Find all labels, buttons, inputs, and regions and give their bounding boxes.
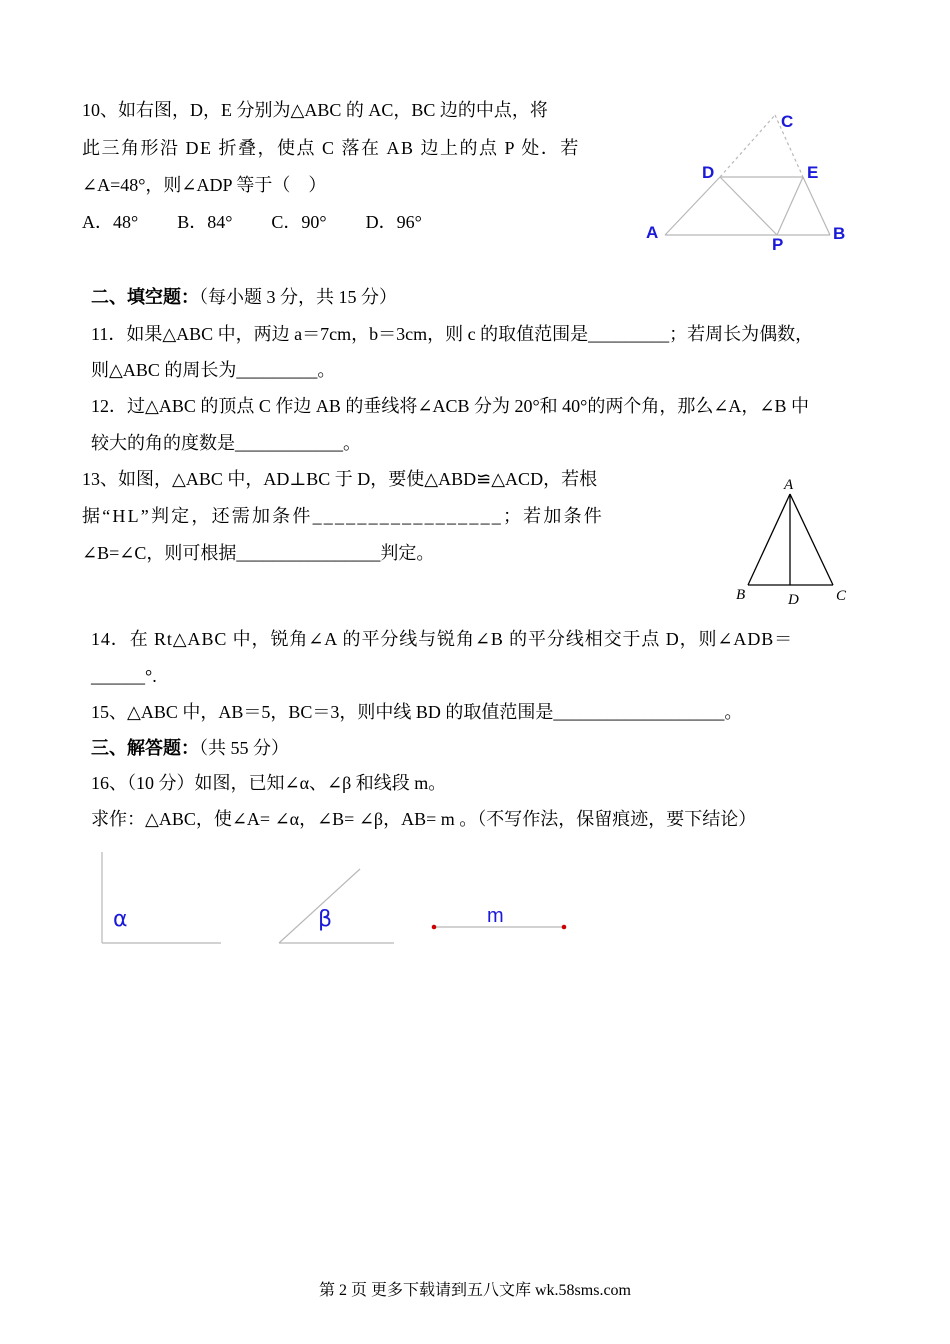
beta-label: β	[318, 907, 333, 932]
label-a: A	[646, 223, 659, 242]
q12-line-2: 较大的角的度数是____________。	[91, 433, 361, 453]
segment-ab	[748, 494, 790, 585]
section-2-heading	[91, 285, 397, 309]
segment-m-endpoint-left	[432, 925, 437, 930]
label-p: P	[772, 235, 784, 254]
segment-dp	[720, 177, 777, 235]
q10-option-b: B．84°	[177, 212, 233, 232]
q16-angle-alpha-figure	[95, 848, 230, 948]
label-a: A	[784, 477, 794, 493]
label-b: B	[736, 587, 746, 603]
segment-ac	[790, 494, 833, 585]
q13-line-3: ∠B=∠C，则可根据________________判定。	[82, 543, 435, 563]
segment-ad	[665, 177, 720, 235]
segment-ep	[777, 177, 803, 235]
q16-line-2: 求作：△ABC，使∠A= ∠α，∠B= ∠β，AB= m 。（不写作法，保留痕迹，要下结论）	[91, 809, 757, 829]
q10-option-a: A．48°	[82, 212, 139, 232]
q16-segment-m-figure	[425, 898, 575, 938]
section-3-note: （共 55 分）	[199, 738, 289, 758]
section-2-note: （每小题 3 分，共 15 分）	[199, 287, 397, 307]
label-b: B	[833, 224, 846, 243]
q10-line-2: 此三角形沿 DE 折叠，使点 C 落在 AB 边上的点 P 处．若	[82, 138, 580, 158]
page-footer: 第 2 页 更多下载请到五八文库 wk.58sms.com	[318, 1282, 631, 1299]
q10-text-1: 10、如右图，D，E 分别为△ABC 的 AC，BC 边的中点，将	[82, 100, 548, 120]
q11-line-1: 11．如果△ABC 中，两边 a＝7cm，b＝3cm，则 c 的取值范围是_________；若周长为偶数，	[91, 324, 814, 344]
q13-line-2: 据“HL”判定，还需加条件_________________；若加条件	[82, 506, 604, 526]
m-label: m	[487, 905, 504, 927]
q13-triangle-figure	[730, 472, 860, 612]
q14-line-2: ______°.	[91, 666, 157, 686]
q13-line-1: 13、如图，△ABC 中，AD⊥BC 于 D，要使△ABD≌△ACD，若根	[82, 469, 598, 489]
segment-dc-dashed	[720, 115, 775, 177]
q10-options	[82, 210, 422, 234]
alpha-label: α	[113, 907, 128, 932]
label-c: C	[781, 112, 794, 131]
label-e: E	[807, 163, 819, 182]
label-d: D	[788, 592, 799, 608]
label-d: D	[702, 163, 715, 182]
q14-line-1: 14．在 Rt△ABC 中，锐角∠A 的平分线与锐角∠B 的平分线相交于点 D，则∠ADB＝	[91, 629, 794, 649]
section-2-title: 二、填空题：	[91, 287, 199, 307]
q10-triangle-figure	[640, 105, 860, 255]
segment-eb	[803, 177, 830, 235]
q10-option-d: D．96°	[365, 212, 422, 232]
q16-line-1: 16、（10 分）如图，已知∠α、∠β 和线段 m。	[91, 773, 447, 793]
section-3-title: 三、解答题：	[91, 738, 199, 758]
label-c: C	[836, 588, 847, 604]
segment-m-endpoint-right	[562, 925, 567, 930]
q15-line-1: 15、△ABC 中，AB＝5，BC＝3，则中线 BD 的取值范围是___________________。	[91, 702, 743, 722]
q12-line-1: 12．过△ABC 的顶点 C 作边 AB 的垂线将∠ACB 分为 20°和 40°的两个角，那么∠A，∠B 中	[91, 396, 810, 416]
section-3-heading	[91, 736, 289, 760]
q10-line-3: ∠A=48°，则∠ADP 等于（ ）	[82, 175, 327, 195]
q10-option-c: C．90°	[271, 212, 327, 232]
q11-line-2: 则△ABC 的周长为_________。	[91, 360, 336, 380]
q16-angle-beta-figure	[272, 862, 402, 948]
q10-line-1	[82, 98, 604, 122]
